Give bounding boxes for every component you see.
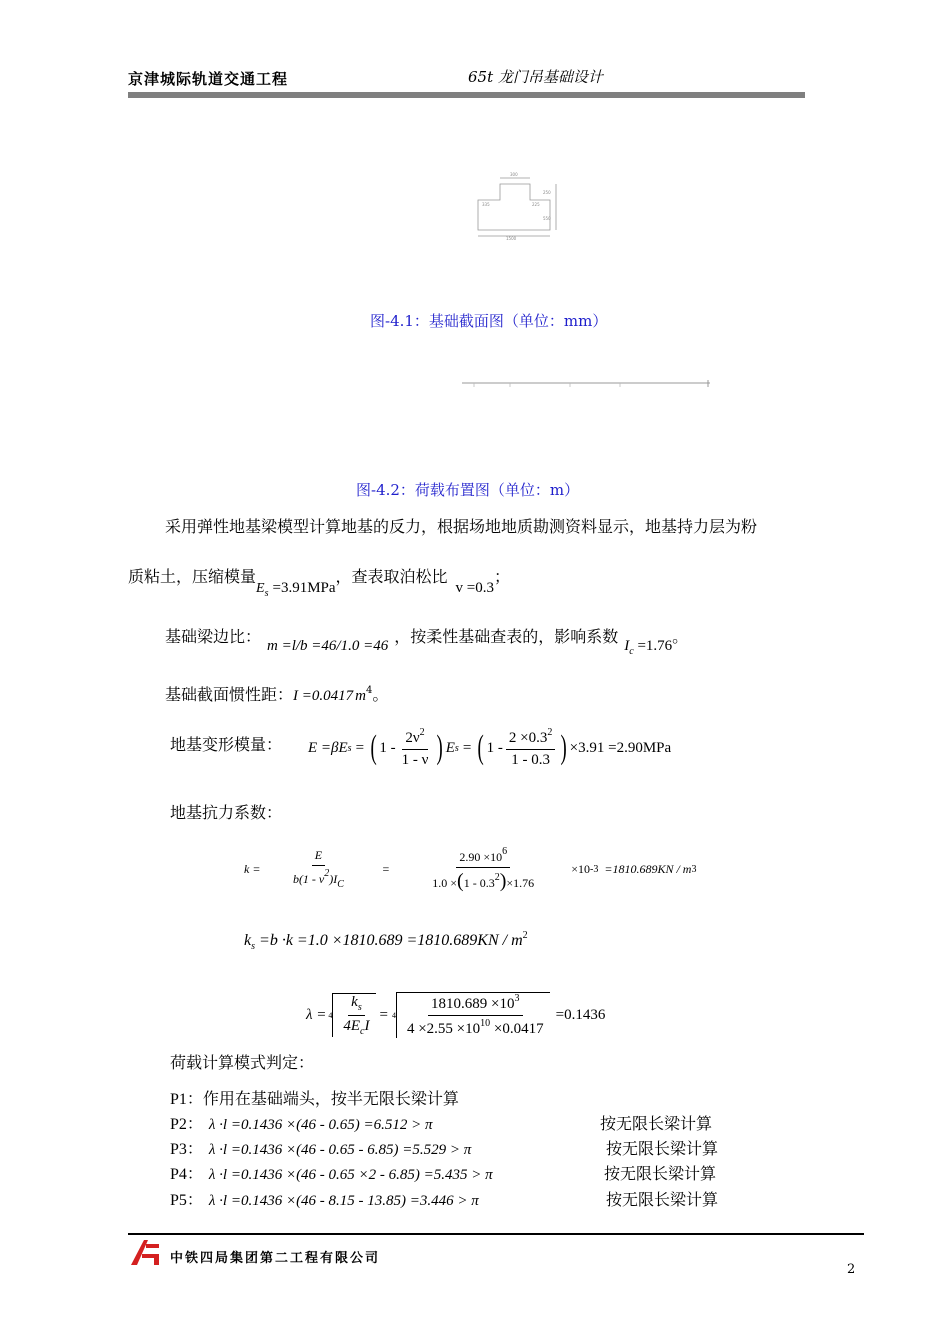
- lambda-eq: =: [379, 1006, 388, 1023]
- footer-company: 中铁四局集团第二工程有限公司: [170, 1251, 381, 1266]
- deform-label: 地基变形模量：: [170, 735, 283, 754]
- case-p1: [170, 1086, 459, 1109]
- case-p3-result: 按无限长梁计算: [606, 1139, 719, 1158]
- resist-den-2b: 1 - 0.3: [463, 875, 495, 890]
- lambda-num-2-exp: 3: [514, 993, 520, 1004]
- lambda-den-1b: I: [364, 1018, 370, 1034]
- edge-ratio-end: 。: [672, 627, 689, 646]
- deform-num-1: 2ν: [405, 730, 420, 746]
- resist-den-2c: ×1.76: [506, 875, 535, 890]
- deform-eq: =: [355, 739, 365, 756]
- lambda-root-2: [396, 992, 550, 1038]
- resist-k: k =: [244, 861, 261, 876]
- resist-num-2-exp: 6: [502, 845, 508, 857]
- case-p2-expr: λ ·l =0.1436 ×(46 - 0.65) =6.512 > π: [208, 1117, 433, 1133]
- case-p4-expr: λ ·l =0.1436 ×(46 - 0.65 ×2 - 6.85) =5.435 > π: [208, 1167, 493, 1183]
- resist-frac-2: $\frac{2.90 \times 10^6}{1.0 \times(1 - 0.3^2)\times 1.76}$: [432, 845, 535, 892]
- resist-result-exp: 3: [691, 863, 697, 875]
- ic-value: =1.76: [637, 638, 673, 654]
- deform-frac-1: $\frac{2\nu^2}{1 - \nu}$: [399, 727, 432, 769]
- deform-frac-2: $\frac{2 \times 0.3^2}{1 - 0.3}$: [506, 727, 555, 769]
- header-rule: [128, 92, 805, 98]
- deform-result: ×3.91 =2.90MPa: [569, 739, 672, 756]
- resist-den-1b: )I: [329, 872, 338, 886]
- case-p4-result: 按无限长梁计算: [604, 1164, 717, 1183]
- edge-ratio-label: 基础梁边比：: [165, 627, 262, 646]
- deform-one-minus-1: 1 -: [379, 739, 396, 756]
- dim-bottom: 1500: [506, 236, 517, 240]
- case-p4: [170, 1161, 493, 1184]
- lambda-num-1: k: [351, 994, 358, 1010]
- ks-formula: $k_s =b \cdot k =1.0 \times 1810.689 =1810.689KN / m^2$: [244, 930, 528, 952]
- company-logo-icon: [128, 1236, 162, 1268]
- case-p2-result: 按无限长梁计算: [600, 1114, 713, 1133]
- load-layout-figure: [460, 378, 712, 390]
- para-inertia: [165, 682, 388, 705]
- deform-den-1: 1 - ν: [401, 752, 429, 768]
- resist-label: 地基抗力系数：: [170, 803, 283, 822]
- header-doc-title: 65t 龙门吊基础设计: [468, 68, 603, 86]
- resist-den-2a: 1.0 ×: [432, 875, 458, 890]
- inertia-unit: m: [355, 688, 366, 704]
- foundation-section-figure: [470, 170, 560, 240]
- lambda-den-1: 4E: [343, 1018, 361, 1034]
- inertia-expr: I =0.0417: [293, 688, 354, 704]
- resist-num-1: E: [312, 848, 325, 866]
- para-intro-line2: [128, 564, 511, 599]
- inertia-exp: 4: [365, 685, 373, 696]
- header-project: 京津城际轨道交通工程: [128, 70, 289, 88]
- lambda-formula: [306, 988, 605, 1042]
- dim-left: 335: [482, 202, 490, 207]
- resist-num-2: 2.90 ×10: [459, 849, 503, 864]
- para-intro-text-c: ；: [494, 567, 511, 586]
- inertia-end: 。: [372, 685, 389, 704]
- dim-right: 225: [532, 202, 540, 207]
- resist-frac-1: $\frac{E}{b(1 - \nu^2)I_C}$: [292, 848, 344, 890]
- lambda-num-2: 1810.689 ×10: [431, 996, 515, 1012]
- case-p3-expr: λ ·l =0.1436 ×(46 - 0.65 - 6.85) =5.529 > π: [208, 1142, 472, 1158]
- para-intro-text-b: ，查表取泊松比: [335, 567, 448, 586]
- case-p5-expr: λ ·l =0.1436 ×(46 - 8.15 - 13.85) =3.446 > π: [208, 1193, 479, 1209]
- deform-lhs: E =βE: [308, 739, 348, 756]
- lambda-lhs: λ =: [306, 1006, 327, 1023]
- inertia-label: 基础截面惯性距：: [165, 685, 294, 704]
- deform-den-2: 1 - 0.3: [511, 752, 550, 768]
- mode-label: 荷载计算模式判定：: [170, 1053, 315, 1072]
- lambda-root-1: $\frac{k_s}{4E_cI}$: [332, 993, 375, 1037]
- deform-num-2: 2 ×0.3: [508, 730, 548, 746]
- lambda-root-index-2: 4: [391, 1010, 396, 1020]
- para-intro-text-a: 质粘土，压缩模量: [128, 567, 257, 586]
- case-p1-id: P1：: [170, 1091, 203, 1108]
- case-p2: [170, 1111, 433, 1134]
- ks-exp: 2: [522, 930, 528, 941]
- deform-one-minus-2: 1 -: [486, 739, 503, 756]
- resist-result: =1810.689KN / m: [604, 861, 692, 876]
- resist-tail-exp: -3: [590, 863, 599, 875]
- deform-formula: E =βE s = ( 1 - $\frac{2\nu^2}{1 - \nu}$ ) E s = ( 1 - $\frac{2 \times 0.3^2}{1 - 0.3}$ ) ×3.91 =2.90MPa: [308, 727, 672, 768]
- page-number: 2: [847, 1262, 856, 1277]
- dim-height: 550: [543, 216, 551, 221]
- resist-tail: ×10: [571, 861, 590, 876]
- lambda-den-2b: ×0.0417: [493, 1021, 544, 1037]
- m-expression: m =l/b =46/1.0 =46: [267, 638, 389, 654]
- figure-4-1-caption: 图-4.1：基础截面图（单位：mm）: [370, 312, 608, 330]
- resist-den-1a: b(1 - ν: [292, 872, 325, 886]
- case-p3: [170, 1136, 471, 1159]
- es-symbol: $E_s$: [256, 581, 269, 599]
- edge-ratio-text: ，按柔性基础查表的，影响系数: [394, 627, 619, 646]
- ks-expr: =b ·k =1.0 ×1810.689 =1810.689KN / m: [259, 932, 523, 949]
- nu-value: v =0.3: [455, 580, 495, 596]
- case-p1-text: 作用在基础端头，按半无限长梁计算: [202, 1091, 459, 1108]
- es-value: =3.91MPa: [272, 580, 336, 596]
- para-intro-line1: 采用弹性地基梁模型计算地基的反力，根据场地地质勘测资料显示，地基持力层为粉: [165, 517, 758, 536]
- case-p5-id: P5：: [170, 1192, 203, 1209]
- case-p5: [170, 1187, 479, 1210]
- lambda-result: =0.1436: [555, 1006, 606, 1023]
- resist-eq: =: [382, 861, 390, 876]
- case-p5-result: 按无限长梁计算: [606, 1190, 719, 1209]
- lambda-root-index-1: 4: [328, 1010, 333, 1020]
- lambda-den-2: 4 ×2.55 ×10: [406, 1021, 481, 1037]
- case-p2-id: P2：: [170, 1116, 203, 1133]
- ic-expression: $I_c =1.76$: [624, 638, 673, 657]
- figure-4-2-caption: 图-4.2：荷载布置图（单位：m）: [356, 481, 580, 499]
- case-p3-id: P3：: [170, 1141, 203, 1158]
- case-p4-id: P4：: [170, 1166, 203, 1183]
- dim-top: 300: [510, 172, 518, 177]
- resist-formula: [244, 844, 696, 894]
- footer-rule: [128, 1233, 864, 1235]
- para-edge-ratio: [165, 624, 689, 657]
- lambda-den-2-exp: 10: [480, 1018, 491, 1029]
- dim-stem: 250: [543, 190, 551, 195]
